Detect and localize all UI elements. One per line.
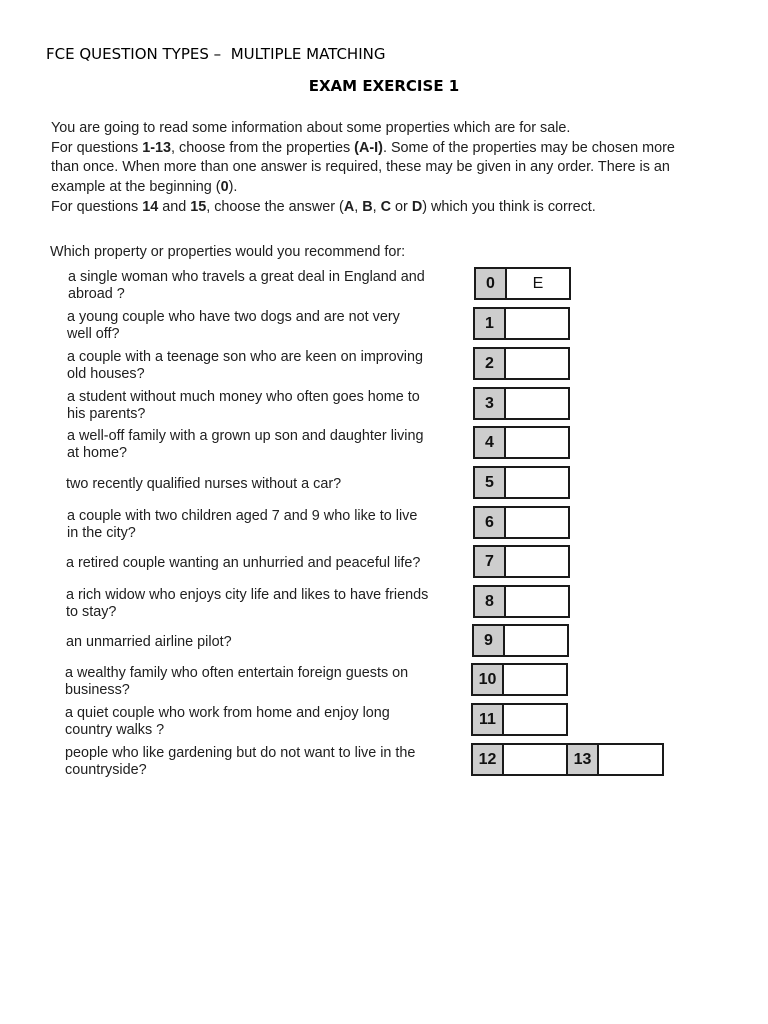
answer-field: E <box>532 274 544 292</box>
answer-box <box>473 506 570 539</box>
question-prompt: Which property or properties would you recommend for: <box>50 244 406 260</box>
question-row <box>0 663 768 696</box>
question-row <box>0 703 768 736</box>
question-number: 3 <box>475 389 506 418</box>
answer-field <box>506 547 568 576</box>
answer-box <box>566 743 664 776</box>
instruction-emphasis: B <box>362 198 373 215</box>
instruction-text: For questions <box>51 139 143 156</box>
question-row <box>0 466 768 499</box>
answer-boxes <box>471 663 568 696</box>
question-text <box>65 705 390 738</box>
instruction-text: , <box>372 198 381 215</box>
answer-boxes <box>473 545 570 578</box>
question-text-line: a rich widow who enjoys city life and likes to have friends <box>66 587 429 603</box>
answer-field <box>506 349 568 378</box>
question-text-line: a couple with a teenage son who are keen on improving <box>67 349 423 365</box>
question-text-line: old houses? <box>67 365 145 382</box>
question-row <box>0 387 768 420</box>
answer-field <box>506 309 568 338</box>
instruction-emphasis: C <box>380 198 392 215</box>
question-text-line: at home? <box>67 444 128 461</box>
question-text <box>65 665 408 698</box>
answer-boxes <box>473 466 570 499</box>
answer-boxes <box>471 703 568 736</box>
question-text-line: business? <box>65 681 130 698</box>
answer-field <box>506 587 568 616</box>
answer-box <box>473 466 570 499</box>
question-text <box>67 309 400 342</box>
answer-box <box>471 743 568 776</box>
answer-boxes <box>473 347 570 380</box>
instruction-emphasis: 15 <box>190 198 207 215</box>
instruction-text: You are going to read some information about some properties which are for sale. <box>51 120 571 136</box>
answer-box <box>473 387 570 420</box>
question-text <box>68 269 425 302</box>
question-text <box>66 587 428 620</box>
instruction-text: or <box>391 198 412 215</box>
question-text-line: countryside? <box>65 761 147 778</box>
question-text-line: a single woman who travels a great deal in England and <box>68 269 425 285</box>
answer-boxes <box>473 506 570 539</box>
answer-boxes <box>472 624 569 657</box>
question-number: 13 <box>568 745 599 774</box>
instruction-text: than once. When more than one answer is required, these may be given in any order. There is an <box>51 159 670 176</box>
instruction-emphasis: D <box>411 198 423 215</box>
question-text-line: abroad ? <box>68 285 125 302</box>
answer-boxes <box>473 426 570 459</box>
answer-box <box>473 307 570 340</box>
answer-field <box>599 745 662 774</box>
question-text-line: a couple with two children aged 7 and 9 who like to live <box>67 508 418 524</box>
question-text-line: his parents? <box>67 405 146 422</box>
question-text <box>65 745 415 778</box>
question-text-line: a quiet couple who work from home and enjoy long <box>65 705 390 721</box>
instruction-line <box>51 139 675 159</box>
answer-field <box>505 626 567 655</box>
question-row <box>0 624 768 657</box>
instruction-text: , <box>354 198 363 215</box>
question-number: 7 <box>475 547 506 576</box>
answer-field <box>506 508 568 537</box>
question-text-line: a retired couple wanting an unhurried and peaceful life? <box>66 555 421 571</box>
exercise-title: EXAM EXERCISE 1 <box>308 77 460 95</box>
instruction-emphasis: (A-I) <box>354 139 383 156</box>
question-text <box>67 389 420 422</box>
question-number: 1 <box>475 309 506 338</box>
answer-field <box>506 468 568 497</box>
question-text-line: an unmarried airline pilot? <box>66 634 232 650</box>
question-number: 12 <box>473 745 504 774</box>
question-text-line: people who like gardening but do not want to live in the <box>65 745 416 761</box>
question-number: 11 <box>473 705 504 734</box>
question-number: 4 <box>475 428 506 457</box>
answer-boxes <box>471 743 664 776</box>
question-text <box>66 634 232 651</box>
question-text <box>67 349 423 382</box>
document-title: FCE QUESTION TYPES – MULTIPLE MATCHING <box>46 45 386 63</box>
answer-box <box>471 663 568 696</box>
answer-box <box>471 703 568 736</box>
answer-field <box>504 665 566 694</box>
question-row <box>0 267 768 300</box>
answer-boxes <box>473 387 570 420</box>
instruction-text: ) which you think is correct. <box>422 198 596 215</box>
question-text-line: a wealthy family who often entertain foreign guests on <box>65 665 409 681</box>
instructions <box>51 119 675 218</box>
question-text <box>66 476 341 493</box>
question-number: 0 <box>476 269 507 298</box>
question-text-line: well off? <box>67 325 120 342</box>
instruction-line <box>51 178 675 198</box>
instruction-emphasis: 1-13 <box>142 139 171 156</box>
instruction-text: , choose from the properties <box>171 139 355 156</box>
answer-box <box>472 624 569 657</box>
question-row <box>0 426 768 459</box>
question-row <box>0 585 768 618</box>
question-text <box>67 508 417 541</box>
instruction-text: , choose the answer ( <box>206 198 344 215</box>
question-number: 5 <box>475 468 506 497</box>
instruction-line <box>51 119 675 139</box>
question-row <box>0 545 768 578</box>
question-row <box>0 743 768 776</box>
question-number: 6 <box>475 508 506 537</box>
answer-boxes <box>473 307 570 340</box>
answer-boxes <box>474 267 571 300</box>
instruction-text: and <box>158 198 191 215</box>
answer-field <box>504 745 566 774</box>
question-text <box>66 555 420 572</box>
question-row <box>0 347 768 380</box>
answer-field <box>506 389 568 418</box>
question-text-line: to stay? <box>66 603 117 620</box>
answer-box <box>473 585 570 618</box>
question-text <box>67 428 424 461</box>
question-text-line: two recently qualified nurses without a car? <box>66 476 342 492</box>
instruction-text: ). <box>228 179 238 196</box>
instruction-text: example at the beginning ( <box>51 179 221 196</box>
answer-box <box>473 545 570 578</box>
answer-field <box>504 705 566 734</box>
instruction-text: . Some of the properties may be chosen more <box>382 139 675 156</box>
question-text-line: country walks ? <box>65 721 165 738</box>
question-text-line: a student without much money who often goes home to <box>67 389 420 405</box>
answer-box <box>474 267 571 300</box>
answer-box <box>473 347 570 380</box>
question-number: 8 <box>475 587 506 616</box>
answer-boxes <box>473 585 570 618</box>
question-number: 9 <box>474 626 505 655</box>
instruction-text: For questions <box>51 198 143 215</box>
instruction-emphasis: A <box>343 198 355 215</box>
instruction-emphasis: 14 <box>142 198 159 215</box>
answer-field <box>506 428 568 457</box>
question-row <box>0 506 768 539</box>
instruction-line <box>51 198 675 218</box>
instruction-emphasis: 0 <box>220 179 229 196</box>
question-number: 2 <box>475 349 506 378</box>
question-number: 10 <box>473 665 504 694</box>
instruction-line <box>51 158 675 178</box>
question-text-line: in the city? <box>67 524 136 541</box>
question-text-line: a young couple who have two dogs and are not very <box>67 309 400 325</box>
question-text-line: a well-off family with a grown up son and daughter living <box>67 428 424 444</box>
answer-box <box>473 426 570 459</box>
question-row <box>0 307 768 340</box>
